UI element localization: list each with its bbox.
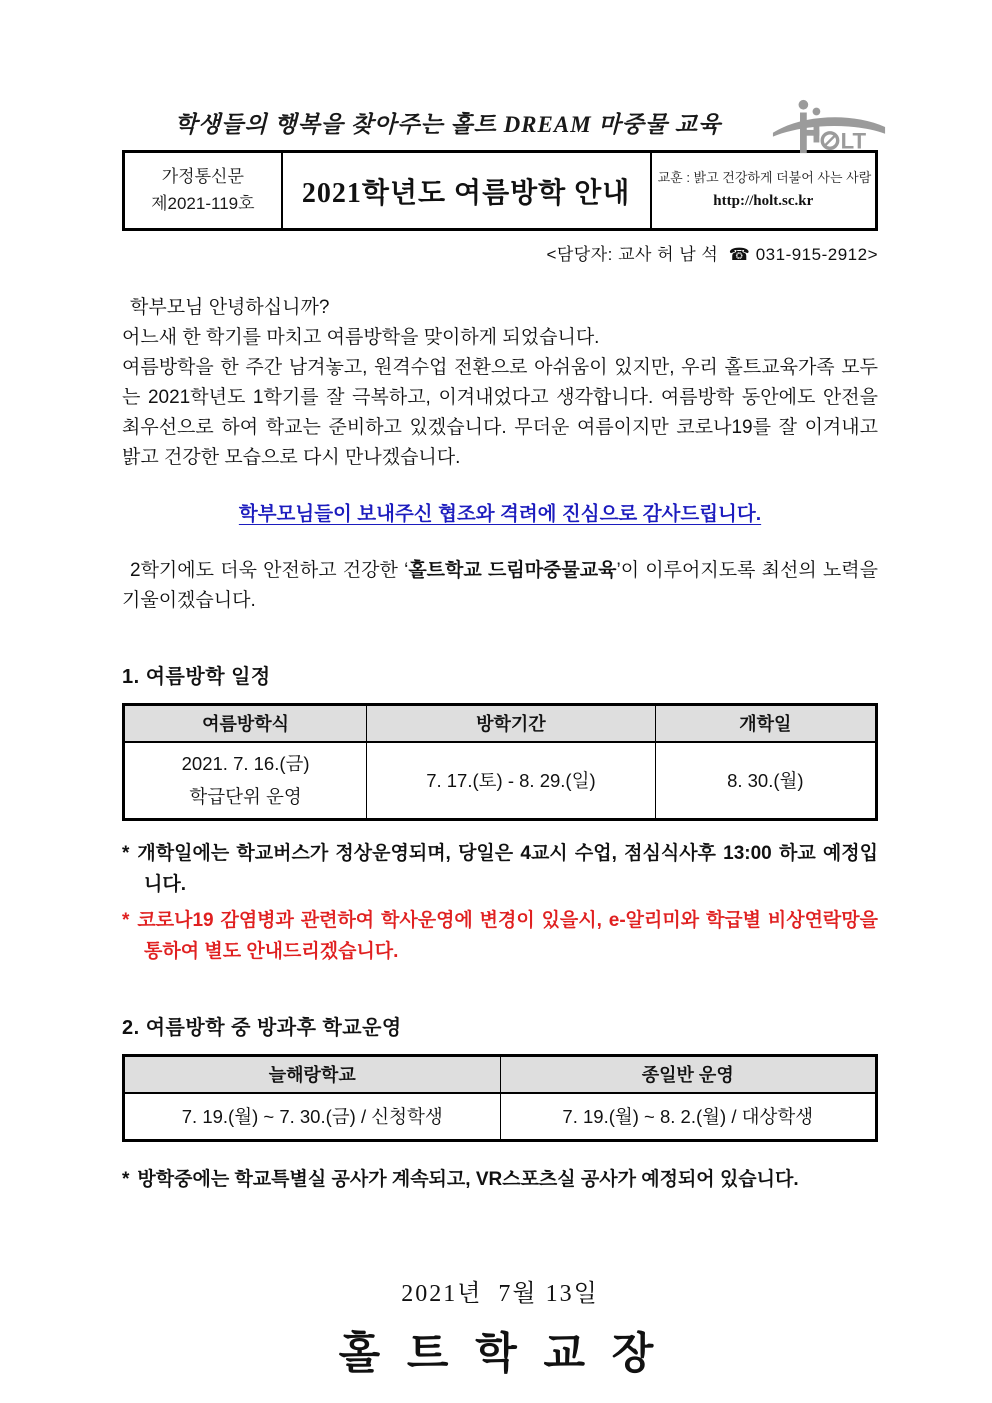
table-header-row — [124, 705, 877, 742]
page-content — [122, 0, 878, 1381]
closing-bold: 홀트학교 드림마중물교육 — [408, 560, 617, 581]
column-header: 개학일 — [655, 705, 876, 742]
masthead-slogan: 학생들의 행복을 찾아주는 홀트 DREAM 마중물 교육 — [174, 112, 722, 137]
motto-cell — [651, 152, 877, 230]
section2-heading: 2. 여름방학 중 방과후 학교운영 — [122, 1017, 402, 1039]
letter-body — [122, 293, 878, 616]
school-reopen-cell: 8. 30.(월) — [655, 742, 876, 820]
closing-paragraph — [122, 556, 878, 616]
column-header: 방학기간 — [367, 705, 655, 742]
ceremony-date: 2021. 7. 16.(금) — [181, 753, 310, 775]
vacation-period-cell: 7. 17.(토) - 8. 29.(일) — [367, 742, 655, 820]
allday-class-period-cell: 7. 19.(월) ~ 8. 2.(월) / 대상학생 — [500, 1093, 877, 1141]
page-title: 2021학년도 여름방학 안내 — [282, 152, 651, 230]
doc-number: 제2021-119호 — [151, 193, 255, 213]
contact-line: <담당자: 교사 허 남 석 ☎ 031-915-2912> — [546, 245, 878, 264]
greeting-line: 학부모님 안녕하십니까? — [130, 297, 330, 318]
section1-heading: 1. 여름방학 일정 — [122, 666, 271, 688]
ceremony-type: 학급단위 운영 — [189, 786, 302, 808]
afterschool-table — [122, 1054, 878, 1142]
note-covid-alert — [122, 905, 878, 967]
logo-text: LT — [840, 128, 867, 154]
vacation-schedule-table — [122, 703, 878, 821]
note-construction — [122, 1164, 878, 1195]
masthead — [122, 96, 878, 154]
thanks-line — [122, 499, 878, 530]
closing-pre: 2학기에도 더욱 안전하고 건강한 ‘ — [130, 560, 409, 581]
note-marker: * — [122, 843, 130, 864]
neulhaerang-period-cell: 7. 19.(월) ~ 7. 30.(금) / 신청학생 — [124, 1093, 501, 1141]
table-row — [124, 1093, 877, 1141]
school-motto: 교훈 : 밝고 건강하게 더불어 사는 사람 — [657, 169, 872, 185]
note-marker: * — [122, 910, 130, 931]
principal-signature: 홀 트 학 교 장 — [338, 1331, 662, 1378]
vacation-ceremony-cell — [124, 742, 367, 820]
column-header: 여름방학식 — [124, 705, 367, 742]
header-table — [122, 150, 878, 231]
note-text: 방학중에는 학교특별실 공사가 계속되고, VR스포츠실 공사가 예정되어 있습니다. — [137, 1169, 799, 1190]
column-header: 종일반 운영 — [500, 1056, 877, 1093]
table-row — [124, 742, 877, 820]
body-paragraph: 여름방학을 한 주간 남겨놓고, 원격수업 전환으로 아쉬움이 있지만, 우리 홀트교육가족 모두는 2021학년도 1학기를 잘 극복하고, 이겨내었다고 생각합니다. 여름방학 동안에도 안전을 최우선으로 하여 학교는 준비하고 있겠습니다. 무더운 여름이지만 코로나19를 잘 이겨내고 밝고 건강한 모습으로 다시 만나겠습니다. — [122, 357, 878, 468]
thanks-text: 학부모님들이 보내주신 협조와 격려에 진심으로 감사드립니다. — [238, 503, 762, 525]
note-bus-schedule — [122, 838, 878, 900]
note-text: 코로나19 감염병과 관련하여 학사운영에 변경이 있을시, e-알리미와 학급별 비상연락망을 통하여 별도 안내드리겠습니다. — [137, 910, 878, 962]
column-header: 늘해랑학교 — [124, 1056, 501, 1093]
doc-number-cell — [124, 152, 282, 230]
holt-logo-icon — [770, 98, 888, 156]
doc-type: 가정통신문 — [161, 167, 244, 187]
intro-line: 어느새 한 학기를 마치고 여름방학을 맞이하게 되었습니다. — [122, 327, 600, 348]
issue-date: 2021년 7월 13일 — [401, 1281, 599, 1307]
note-marker: * — [122, 1169, 130, 1190]
closing-post: ’이 이루어지도록 최선의 노력을 기울이겠습니다. — [122, 560, 878, 611]
table-header-row — [124, 1056, 877, 1093]
note-text: 개학일에는 학교버스가 정상운영되며, 당일은 4교시 수업, 점심식사후 13:00 하교 예정입니다. — [137, 843, 878, 895]
school-website-link[interactable]: http://holt.sc.kr — [713, 192, 814, 209]
